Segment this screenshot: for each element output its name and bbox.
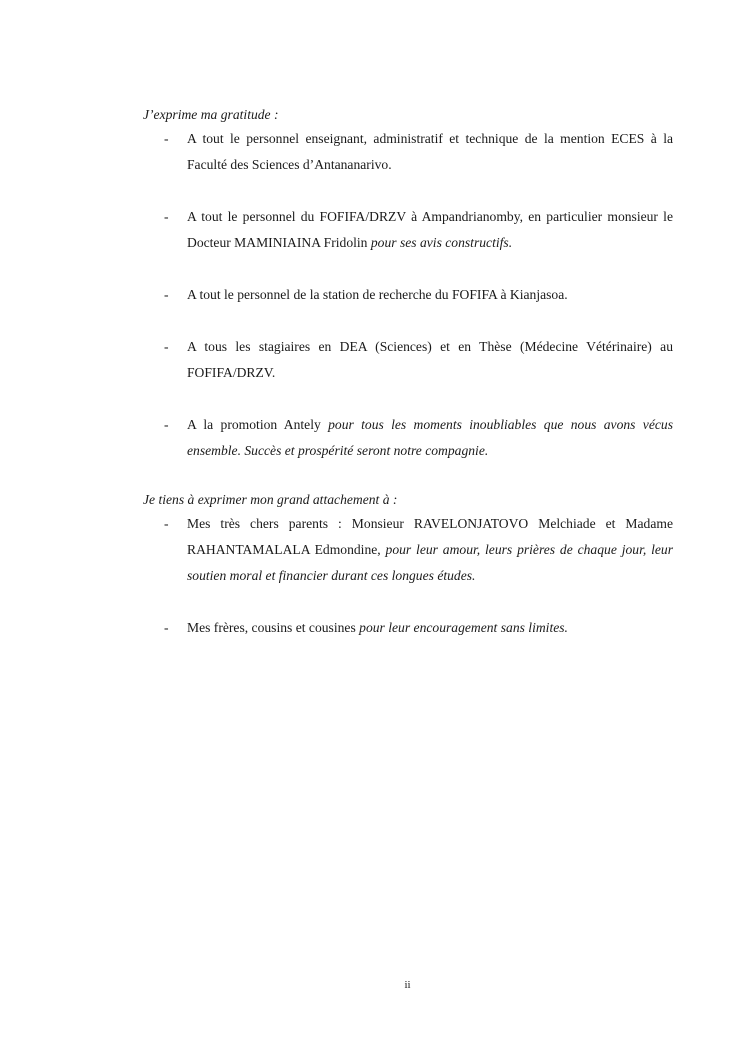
acknowledgements-body xyxy=(143,105,673,641)
item-italic-text: pour leur amour, leurs prières de chaque jour, leur soutien moral et financier durant ces longues études. xyxy=(187,542,673,583)
list-item-text xyxy=(187,615,673,641)
list-item xyxy=(143,126,673,178)
gratitude-list xyxy=(143,126,673,464)
list-dash: - xyxy=(164,516,169,531)
list-item-text xyxy=(187,412,673,464)
item-italic-text: pour tous les moments inoubliables que nous avons vécus ensemble. Succès et prospérité seront notre compagnie. xyxy=(187,417,673,458)
item-plain-text: A la promotion Antely xyxy=(187,417,329,432)
list-dash: - xyxy=(164,131,169,146)
section-heading-attachment: Je tiens à exprimer mon grand attachement à : xyxy=(143,492,398,507)
section-heading-gratitude: J’exprime ma gratitude : xyxy=(143,107,279,122)
list-item xyxy=(143,204,673,256)
item-plain-text: Mes très chers parents : Monsieur RAVELONJATOVO Melchiade et Madame RAHANTAMALALA Edmondine, xyxy=(187,516,673,557)
item-plain-text: A tout le personnel enseignant, administratif et technique de la mention ECES à la Faculté des Sciences d’Antananarivo. xyxy=(187,131,673,172)
page-number: ii xyxy=(404,979,411,991)
list-item-text xyxy=(187,204,673,256)
item-plain-text: A tout le personnel de la station de recherche du FOFIFA à Kianjasoa. xyxy=(187,287,568,302)
item-plain-text: A tout le personnel du FOFIFA/DRZV à Ampandrianomby, en particulier monsieur le Docteur MAMINIAINA Fridolin xyxy=(187,209,673,250)
list-item-text xyxy=(187,511,673,589)
list-dash: - xyxy=(164,339,169,354)
list-item xyxy=(143,511,673,589)
item-plain-text: Mes frères, cousins et cousines xyxy=(187,620,360,635)
list-item-text xyxy=(187,126,673,178)
attachment-list xyxy=(143,511,673,641)
item-plain-text: A tous les stagiaires en DEA (Sciences) et en Thèse (Médecine Vétérinaire) au FOFIFA/DRZV. xyxy=(187,339,673,380)
list-item xyxy=(143,334,673,386)
list-item xyxy=(143,615,673,641)
list-item-text xyxy=(187,334,673,386)
list-item-text xyxy=(187,282,673,308)
item-italic-text: pour ses avis constructifs. xyxy=(370,235,513,250)
list-item xyxy=(143,282,673,308)
list-dash: - xyxy=(164,620,169,635)
item-italic-text: pour leur encouragement sans limites. xyxy=(359,620,568,635)
list-dash: - xyxy=(164,287,169,302)
list-item xyxy=(143,412,673,464)
list-dash: - xyxy=(164,209,169,224)
list-dash: - xyxy=(164,417,169,432)
